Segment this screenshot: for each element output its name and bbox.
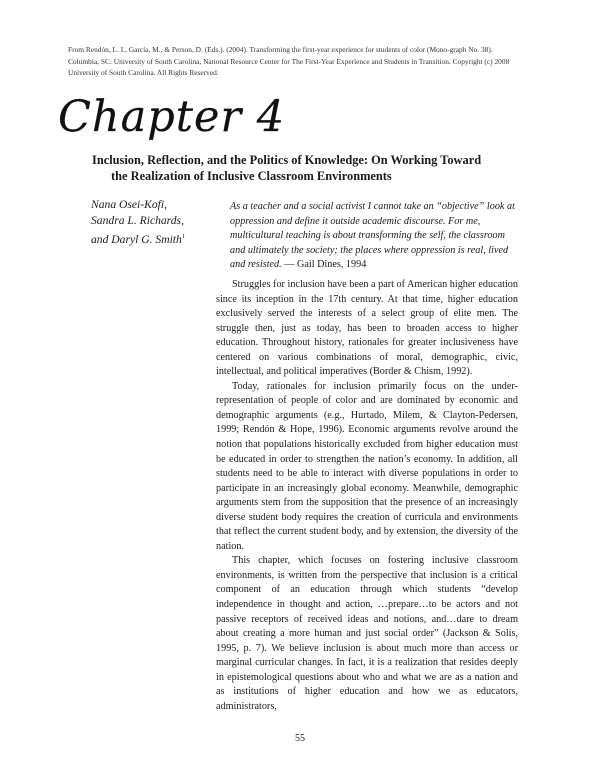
body-paragraph: Today, rationales for inclusion primarily focus on the under-representation of people of color and are dominated by economic and demographic arguments (e.g., Hurtado, Milem, & Clayton-Pedersen, 1999; Rendón & Hope, 1996). Economic arguments revolve around the notion that populations historically excluded from higher education must be educated in order to strengthen the nation’s economy. In addition, all students need to be able to interact with diverse populations in order to participate in an increasingly global economy. Meanwhile, demographic arguments stem from the supposition that the presence of an increasingly diverse student body requires the creation of curricula and environments that reflect the current student body, and by extension, the diversity of the nation. <box>216 380 518 552</box>
body-text <box>216 278 518 714</box>
author-list <box>91 197 185 248</box>
chapter-title-line: Inclusion, Reflection, and the Politics of Knowledge: On Working Toward <box>92 153 482 167</box>
source-citation <box>68 44 548 79</box>
author-line: Nana Osei-Kofi, <box>91 198 168 211</box>
citation-line: University of South Carolina. All Rights Reserved. <box>68 68 219 77</box>
footnote-marker: 1 <box>181 233 186 240</box>
citation-line: Columbia, SC: University of South Carolina, National Resource Center for The First-Year Experience and Students in Transition. Copyright (c) 2008 <box>68 56 510 66</box>
citation-line: From Rendón, L. I., García, M., & Person, D. (Eds.). (2004). Transforming the first-year experience for students of color (Mono-graph No. 38). <box>68 45 493 54</box>
page-number: 55 <box>295 733 305 744</box>
author-line <box>91 229 185 248</box>
chapter-label: Chapter 4 <box>58 92 286 142</box>
chapter-title-line: the Realization of Inclusive Classroom Environments <box>111 169 392 183</box>
chapter-title <box>92 152 532 184</box>
epigraph-attribution: — Gail Dines, 1994 <box>284 259 367 271</box>
author-name: and Daryl G. Smith <box>91 232 182 246</box>
body-paragraph: Struggles for inclusion have been a part of American higher education since its inception in the 17th century. At that time, higher education exclusively served the interests of a select group of elite men. The struggle then, just as today, has been to broaden access to higher education. Throughout history, rationales for greater inclusiveness have centered on various combinations of moral, demographic, civic, intellectual, and political imperatives (Border & Chism, 1992). <box>216 279 518 378</box>
author-line: Sandra L. Richards, <box>91 214 184 227</box>
body-paragraph: This chapter, which focuses on fostering inclusive classroom environments, is written from the perspective that inclusion is a critical component of an education through which students “develop independence in thought and action, …prepare…to be actors and not passive receptors of received ideas and notions, and…dare to dream about creating a more human and just social order” (Jackson & Solís, 1995, p. 7). We believe inclusion is about much more than access or marginal curricular changes. In fact, it is a realization that resides deeply in epistemological questions about who and what we are as a nation and as institutions of higher education and how we as educators, administrators, <box>216 555 518 712</box>
epigraph <box>230 200 520 273</box>
epigraph-quote: As a teacher and a social activist I cannot take an “objective” look at oppression and define it outside academic discourse. For me, multicultural teaching is about transforming the self, the classroom and ultimately the society; the places where oppression is real, lived and resisted. <box>230 201 515 271</box>
